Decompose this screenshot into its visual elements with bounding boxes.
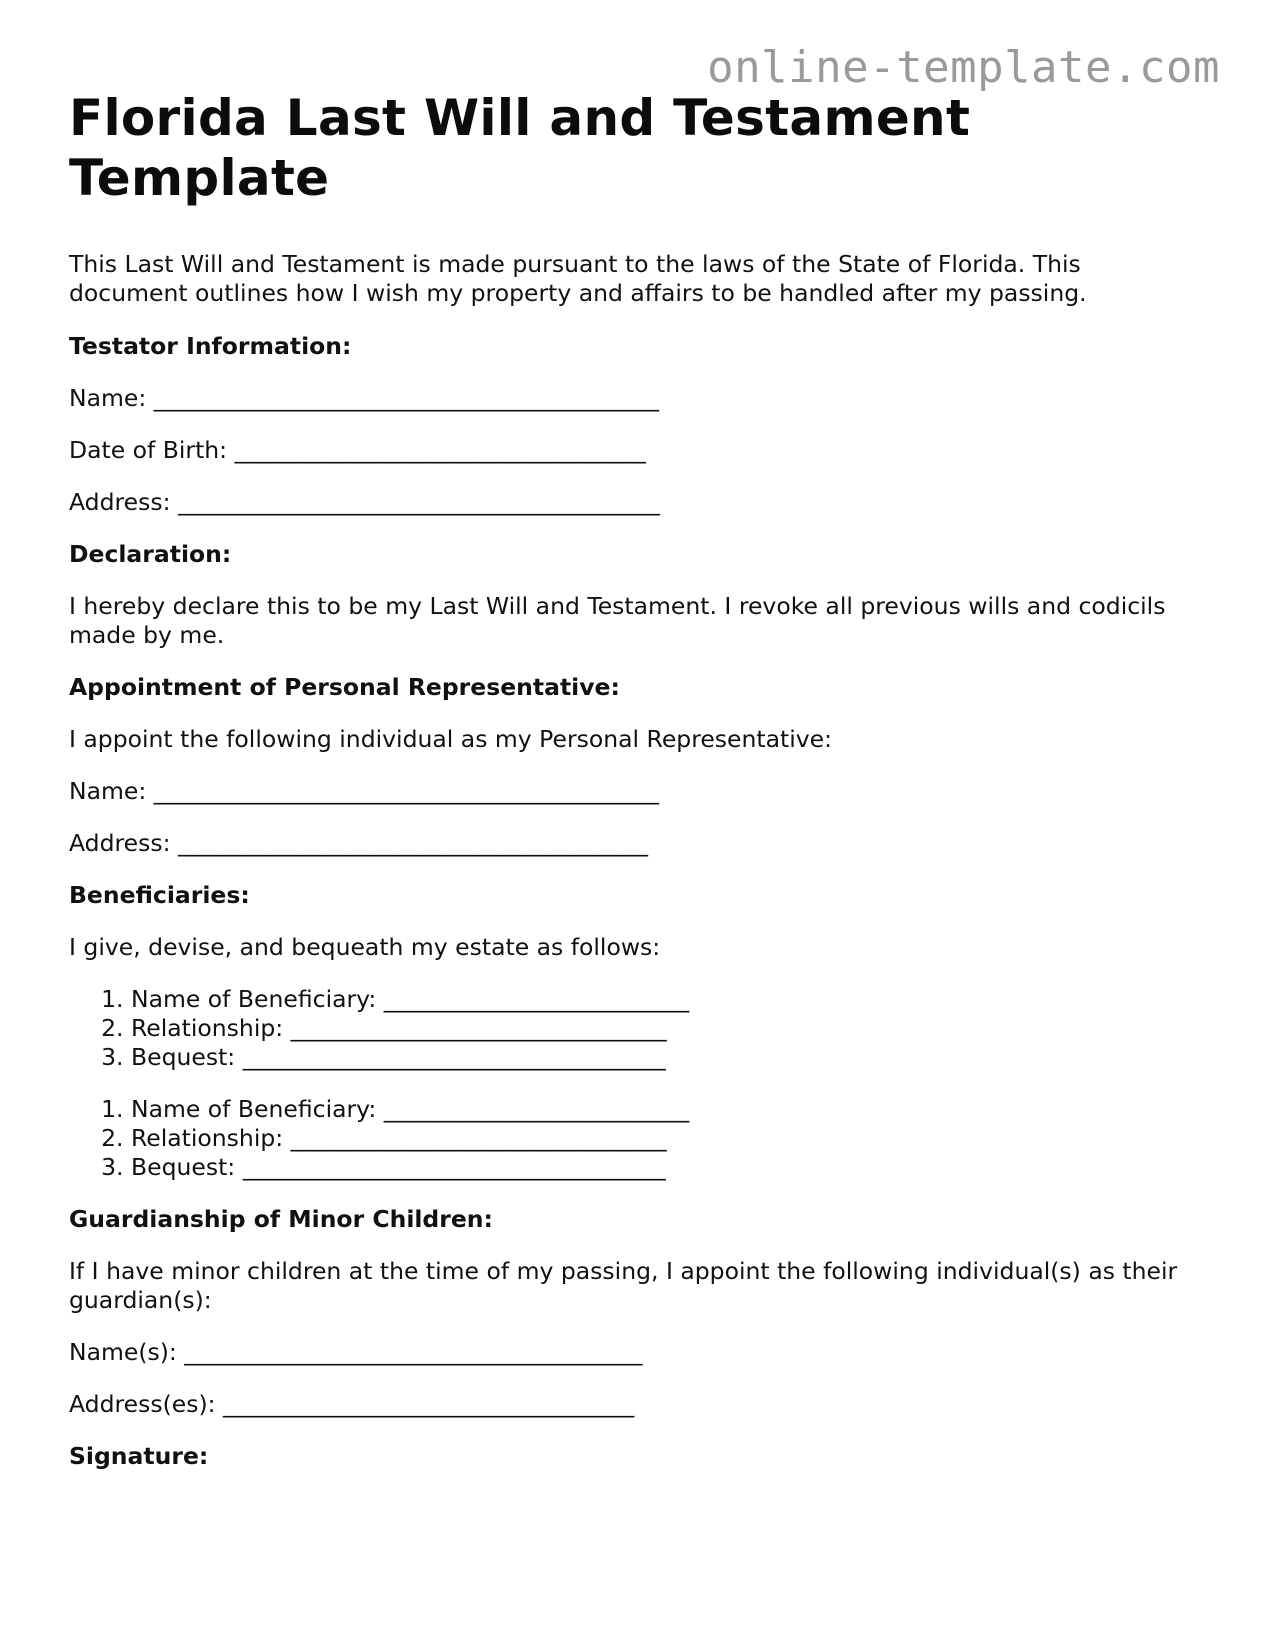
guardianship-paragraph: If I have minor children at the time of my passing, I appoint the following individual(s) as their guardian(s): [69,1257,1178,1314]
document-title: Florida Last Will and Testament Template [69,89,971,207]
intro-paragraph: This Last Will and Testament is made pursuant to the laws of the State of Florida. This document outlines how I wish my property and affairs to be handled after my passing. [69,250,1087,307]
testator-dob-field[interactable]: Date of Birth: ___________________________________ [69,436,646,464]
beneficiary-list-1 [69,985,1199,1072]
testator-heading: Testator Information: [69,332,352,360]
declaration-paragraph: I hereby declare this to be my Last Will and Testament. I revoke all previous wills and codicils made by me. [69,592,1166,649]
beneficiary-2-bequest-field[interactable]: 3. Bequest: ____________________________________ [131,1153,1199,1182]
guardian-names-field[interactable]: Name(s): _______________________________________ [69,1338,643,1366]
beneficiary-2-name-field[interactable]: 1. Name of Beneficiary: __________________________ [131,1095,1199,1124]
declaration-heading: Declaration: [69,540,232,568]
representative-heading: Appointment of Personal Representative: [69,673,620,701]
beneficiaries-paragraph: I give, devise, and bequeath my estate as follows: [69,933,661,961]
representative-paragraph: I appoint the following individual as my Personal Representative: [69,725,833,753]
signature-heading: Signature: [69,1442,209,1470]
beneficiary-list-2 [69,1095,1199,1182]
beneficiaries-heading: Beneficiaries: [69,881,250,909]
beneficiary-2-relationship-field[interactable]: 2. Relationship: ________________________________ [131,1124,1199,1153]
beneficiary-1-relationship-field[interactable]: 2. Relationship: ________________________________ [131,1014,1199,1043]
testator-address-field[interactable]: Address: _________________________________________ [69,488,660,516]
representative-address-field[interactable]: Address: ________________________________________ [69,829,648,857]
watermark: online-template.com [707,42,1220,93]
beneficiary-1-name-field[interactable]: 1. Name of Beneficiary: __________________________ [131,985,1199,1014]
beneficiary-1-bequest-field[interactable]: 3. Bequest: ____________________________________ [131,1043,1199,1072]
representative-name-field[interactable]: Name: ___________________________________________ [69,777,659,805]
guardian-addresses-field[interactable]: Address(es): ___________________________________ [69,1390,635,1418]
document-page [69,88,1199,1494]
guardianship-heading: Guardianship of Minor Children: [69,1205,493,1233]
testator-name-field[interactable]: Name: ___________________________________________ [69,384,659,412]
